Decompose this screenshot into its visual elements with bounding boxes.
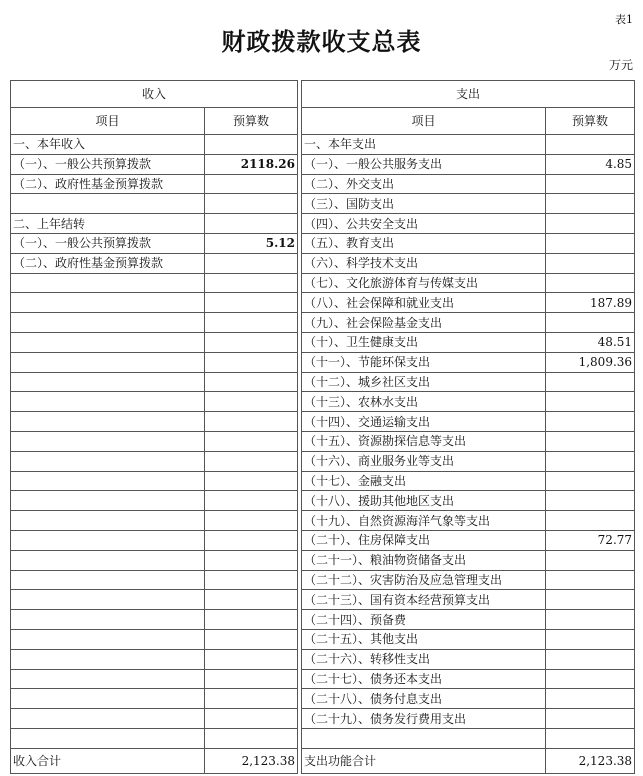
expense-item-cell: （六）、科学技术支出 [302, 253, 546, 273]
table-row [11, 194, 635, 214]
table-row [11, 709, 635, 729]
income-value-cell [205, 313, 298, 333]
income-value-cell [205, 728, 298, 748]
income-value-cell [205, 412, 298, 432]
expense-item-cell: （二十八）、债务付息支出 [302, 689, 546, 709]
income-value-cell [205, 451, 298, 471]
income-value-cell [205, 332, 298, 352]
income-item-cell [11, 491, 205, 511]
expense-item-cell: （十八）、援助其他地区支出 [302, 491, 546, 511]
table-row [11, 728, 635, 748]
income-item-cell [11, 332, 205, 352]
table-row [11, 689, 635, 709]
income-item-cell [11, 649, 205, 669]
income-item-cell [11, 194, 205, 214]
income-item-cell: （一）、一般公共预算拨款 [11, 233, 205, 253]
expense-budget-header: 预算数 [546, 108, 635, 135]
expense-section-header: 支出 [302, 81, 635, 108]
income-item-cell [11, 689, 205, 709]
income-item-cell: （一）、一般公共预算拨款 [11, 154, 205, 174]
expense-value-cell [546, 511, 635, 531]
expense-value-cell [546, 610, 635, 630]
expense-value-cell [546, 669, 635, 689]
income-item-cell [11, 273, 205, 293]
income-item-cell [11, 728, 205, 748]
income-value-cell [205, 709, 298, 729]
expense-value-cell [546, 372, 635, 392]
income-item-cell: （二）、政府性基金预算拨款 [11, 253, 205, 273]
expense-item-cell: （十七）、金融支出 [302, 471, 546, 491]
expense-value-cell [546, 629, 635, 649]
expense-item-cell: （九）、社会保险基金支出 [302, 313, 546, 333]
table-row [11, 313, 635, 333]
expense-value-cell [546, 709, 635, 729]
income-value-cell [205, 392, 298, 412]
expense-item-cell: （十四）、交通运输支出 [302, 412, 546, 432]
expense-item-cell: （二十）、住房保障支出 [302, 530, 546, 550]
expense-item-header: 项目 [302, 108, 546, 135]
income-item-cell [11, 372, 205, 392]
table-row [11, 372, 635, 392]
table-row [11, 253, 635, 273]
table-row [11, 332, 635, 352]
table-row [11, 352, 635, 372]
expense-item-cell: （二十六）、转移性支出 [302, 649, 546, 669]
table-row [11, 392, 635, 412]
income-value-cell: 2118.26 [205, 154, 298, 174]
expense-item-cell: 一、本年支出 [302, 135, 546, 155]
income-value-cell [205, 491, 298, 511]
table-row [11, 610, 635, 630]
expense-value-cell: 48.51 [546, 332, 635, 352]
expense-item-cell: （十一）、节能环保支出 [302, 352, 546, 372]
table-row [11, 233, 635, 253]
expense-value-cell [546, 491, 635, 511]
income-item-cell [11, 590, 205, 610]
expense-total-label: 支出功能合计 [302, 748, 546, 773]
table-row [11, 412, 635, 432]
expense-total-value: 2,123.38 [546, 748, 635, 773]
expense-item-cell: （二十九）、债务发行费用支出 [302, 709, 546, 729]
income-value-cell [205, 471, 298, 491]
expense-value-cell [546, 590, 635, 610]
table-row [11, 471, 635, 491]
income-item-cell [11, 352, 205, 372]
table-row [11, 550, 635, 570]
unit-label: 万元 [608, 58, 633, 72]
income-item-cell [11, 511, 205, 531]
income-item-cell [11, 293, 205, 313]
expense-value-cell: 187.89 [546, 293, 635, 313]
expense-item-cell: （四）、公共安全支出 [302, 214, 546, 234]
income-item-cell [11, 709, 205, 729]
table-row [11, 135, 635, 155]
income-item-cell [11, 629, 205, 649]
income-value-cell [205, 293, 298, 313]
expense-value-cell [546, 194, 635, 214]
table-row [11, 154, 635, 174]
income-value-cell [205, 669, 298, 689]
expense-value-cell [546, 431, 635, 451]
expense-item-cell: （十九）、自然资源海洋气象等支出 [302, 511, 546, 531]
income-total-label: 收入合计 [11, 748, 205, 773]
table-row [11, 629, 635, 649]
table-row [11, 530, 635, 550]
expense-value-cell [546, 135, 635, 155]
income-item-cell [11, 392, 205, 412]
expense-value-cell [546, 550, 635, 570]
income-item-cell [11, 610, 205, 630]
income-value-cell [205, 649, 298, 669]
income-item-cell [11, 431, 205, 451]
table-row [11, 511, 635, 531]
totals-row [11, 748, 635, 773]
expense-item-cell: （十）、卫生健康支出 [302, 332, 546, 352]
table-row [11, 451, 635, 471]
expense-value-cell [546, 471, 635, 491]
income-value-cell [205, 530, 298, 550]
expense-item-cell: （二十二）、灾害防治及应急管理支出 [302, 570, 546, 590]
expense-value-cell: 1,809.36 [546, 352, 635, 372]
income-value-cell [205, 194, 298, 214]
expense-item-cell: （二十一）、粮油物资储备支出 [302, 550, 546, 570]
income-value-cell [205, 610, 298, 630]
expense-item-cell: （十六）、商业服务业等支出 [302, 451, 546, 471]
section-header-row [11, 81, 635, 108]
expense-item-cell: （二十五）、其他支出 [302, 629, 546, 649]
income-item-cell [11, 471, 205, 491]
expense-value-cell [546, 273, 635, 293]
income-item-cell [11, 669, 205, 689]
expense-item-cell [302, 728, 546, 748]
expense-value-cell [546, 689, 635, 709]
table-number-tag: 表1 [615, 13, 633, 26]
expense-value-cell [546, 233, 635, 253]
expense-value-cell [546, 451, 635, 471]
expense-item-cell: （二十三）、国有资本经营预算支出 [302, 590, 546, 610]
expense-item-cell: （二十四）、预备费 [302, 610, 546, 630]
table-row [11, 491, 635, 511]
table-row [11, 431, 635, 451]
expense-value-cell [546, 392, 635, 412]
budget-table [10, 80, 635, 774]
income-item-cell [11, 550, 205, 570]
expense-item-cell: （一）、一般公共服务支出 [302, 154, 546, 174]
income-item-cell: 一、本年收入 [11, 135, 205, 155]
income-value-cell [205, 590, 298, 610]
income-value-cell [205, 273, 298, 293]
expense-item-cell: （三）、国防支出 [302, 194, 546, 214]
income-item-cell [11, 570, 205, 590]
expense-value-cell: 72.77 [546, 530, 635, 550]
income-total-value: 2,123.38 [205, 748, 298, 773]
table-row [11, 214, 635, 234]
expense-item-cell: （十五）、资源勘探信息等支出 [302, 431, 546, 451]
table-row [11, 669, 635, 689]
expense-value-cell [546, 570, 635, 590]
expense-item-cell: （二）、外交支出 [302, 174, 546, 194]
expense-value-cell [546, 649, 635, 669]
income-value-cell [205, 511, 298, 531]
income-value-cell [205, 135, 298, 155]
page-title: 财政拨款收支总表 [221, 27, 422, 56]
table-row [11, 273, 635, 293]
income-value-cell [205, 253, 298, 273]
income-value-cell [205, 550, 298, 570]
income-value-cell [205, 570, 298, 590]
expense-value-cell [546, 174, 635, 194]
income-value-cell [205, 214, 298, 234]
expense-value-cell [546, 313, 635, 333]
income-budget-header: 预算数 [205, 108, 298, 135]
table-row [11, 590, 635, 610]
income-value-cell [205, 352, 298, 372]
expense-value-cell [546, 728, 635, 748]
table-row [11, 649, 635, 669]
income-item-cell [11, 412, 205, 432]
expense-item-cell: （二十七）、债务还本支出 [302, 669, 546, 689]
income-value-cell: 5.12 [205, 233, 298, 253]
income-item-cell: 二、上年结转 [11, 214, 205, 234]
income-value-cell [205, 689, 298, 709]
table-row [11, 570, 635, 590]
column-header-row [11, 108, 635, 135]
income-value-cell [205, 629, 298, 649]
income-item-cell: （二）、政府性基金预算拨款 [11, 174, 205, 194]
income-value-cell [205, 372, 298, 392]
table-row [11, 174, 635, 194]
expense-item-cell: （十二）、城乡社区支出 [302, 372, 546, 392]
income-value-cell [205, 174, 298, 194]
income-item-cell [11, 451, 205, 471]
table-row [11, 293, 635, 313]
income-item-cell [11, 313, 205, 333]
expense-value-cell: 4.85 [546, 154, 635, 174]
income-section-header: 收入 [11, 81, 298, 108]
income-value-cell [205, 431, 298, 451]
expense-item-cell: （十三）、农林水支出 [302, 392, 546, 412]
expense-item-cell: （五）、教育支出 [302, 233, 546, 253]
expense-item-cell: （七）、文化旅游体育与传媒支出 [302, 273, 546, 293]
income-item-header: 项目 [11, 108, 205, 135]
expense-value-cell [546, 412, 635, 432]
income-item-cell [11, 530, 205, 550]
expense-value-cell [546, 214, 635, 234]
expense-value-cell [546, 253, 635, 273]
expense-item-cell: （八）、社会保障和就业支出 [302, 293, 546, 313]
